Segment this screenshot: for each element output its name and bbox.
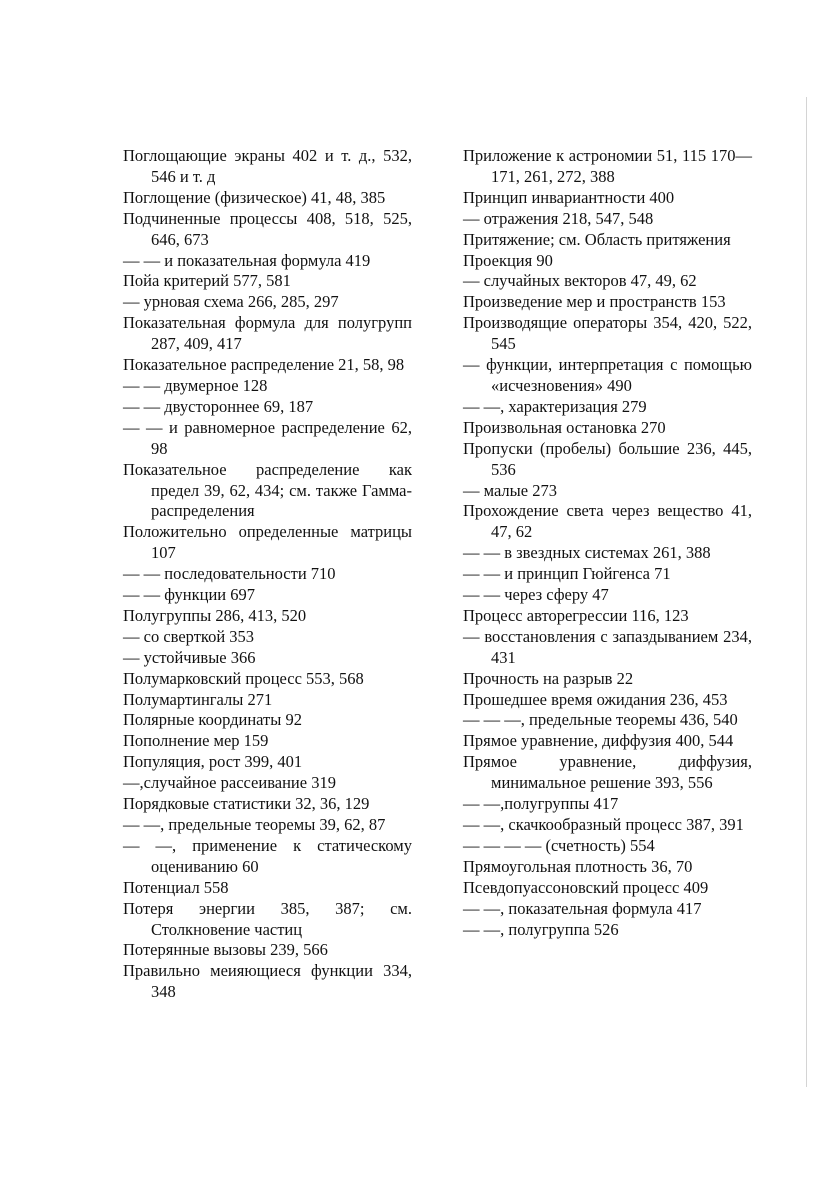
index-entry: Пополнение мер 159 xyxy=(123,731,269,751)
index-entry: Принцип инвариантности 400 xyxy=(463,187,675,207)
index-entry: Пропуски (пробелы) большие 236, 445, 536 xyxy=(463,438,752,479)
index-entry: — —, характеризация 279 xyxy=(463,396,647,416)
index-entry: — отражения 218, 547, 548 xyxy=(463,208,654,228)
index-entry: Прошедшее время ожидания 236, 453 xyxy=(463,689,728,709)
index-entry: — — и принцип Гюйгенса 71 xyxy=(463,564,671,584)
index-entry: Прочность на разрыв 22 xyxy=(463,668,634,688)
index-entry: Произведение мер и пространств 153 xyxy=(463,292,726,312)
index-entry: Потенциал 558 xyxy=(123,877,229,897)
index-entry: — восстановления с запаздыванием 234, 431 xyxy=(463,626,752,667)
index-entry: Правильно меияющиеся функции 334, 348 xyxy=(123,961,412,1002)
index-entry: — — — — (счетность) 554 xyxy=(463,835,655,855)
index-entry: Порядковые статистики 32, 36, 129 xyxy=(123,794,370,814)
index-entry: Полярные координаты 92 xyxy=(123,710,302,730)
index-entry: Показательное распределение как предел 39, 62, 434; см. также Гамма-распределения xyxy=(123,459,412,521)
index-entry: Прямоугольная плотность 36, 70 xyxy=(463,856,693,876)
index-entry: Прямое уравнение, диффузия 400, 544 xyxy=(463,731,734,751)
index-entry: — урновая схема 266, 285, 297 xyxy=(123,292,339,312)
index-entry: Проекция 90 xyxy=(463,250,553,270)
index-entry: Популяция, рост 399, 401 xyxy=(123,752,303,772)
index-entry: — —, применение к статическому оцениванию 60 xyxy=(123,835,412,876)
index-entry: Потеря энергии 385, 387; см. Столкновение частиц xyxy=(123,898,412,939)
index-entry: Пойа критерий 577, 581 xyxy=(123,271,291,291)
index-entry: Показательное распределение 21, 58, 98 xyxy=(123,355,405,375)
index-entry: Поглощающие экраны 402 и т. д., 532, 546 и т. д xyxy=(123,146,412,186)
index-entry: — со сверткой 353 xyxy=(123,626,255,646)
index-column-left xyxy=(123,146,412,1003)
index-entry: — — в звездных системах 261, 388 xyxy=(463,543,711,563)
index-entry: — —, скачкообразный процесс 387, 391 xyxy=(463,815,744,834)
index-entry: — — функции 697 xyxy=(123,585,255,605)
index-entry: — —, показательная формула 417 xyxy=(463,898,702,918)
index-entry: Приложение к астрономии 51, 115 170—171, 261, 272, 388 xyxy=(463,146,752,186)
index-entry: — — двустороннее 69, 187 xyxy=(123,396,314,416)
index-entry: Подчиненные процессы 408, 518, 525, 646, 673 xyxy=(123,208,412,249)
index-column-right xyxy=(463,146,752,940)
index-entry: Псевдопуассоновский процесс 409 xyxy=(463,877,709,897)
index-entry: Положительно определенные матрицы 107 xyxy=(123,522,412,563)
index-entry: Поглощение (физическое) 41, 48, 385 xyxy=(123,187,386,207)
index-entry: — — двумерное 128 xyxy=(123,375,268,395)
index-entry: — функции, интерпретация с помощью «исчезновения» 490 xyxy=(463,355,752,395)
index-entry: Полугруппы 286, 413, 520 xyxy=(123,605,307,625)
page-edge-line xyxy=(806,97,807,1087)
index-entry: Притяжение; см. Область притяжения xyxy=(463,229,731,249)
index-entry: Производящие операторы 354, 420, 522, 545 xyxy=(463,313,752,354)
index-entry: — случайных векторов 47, 49, 62 xyxy=(463,271,697,291)
index-entry: — — —, предельные теоремы 436, 540 xyxy=(463,710,738,730)
index-entry: — — через сферу 47 xyxy=(463,585,609,605)
index-entry: Полумарковский процесс 553, 568 xyxy=(123,668,364,688)
index-entry: — — и равномерное распределение 62, 98 xyxy=(123,417,412,458)
index-entry: — устойчивые 366 xyxy=(123,647,256,667)
index-entry: — —, полугруппа 526 xyxy=(463,919,619,939)
index-entry: — — последовательности 710 xyxy=(123,564,336,584)
index-entry: — малые 273 xyxy=(463,480,557,500)
index-entry: Прямое уравнение, диффузия, минимальное решение 393, 556 xyxy=(463,752,752,793)
index-entry: Показательная формула для полугрупп 287, 409, 417 xyxy=(123,313,412,354)
index-entry: Полумартингалы 271 xyxy=(123,689,273,709)
index-entry: Прохождение света через вещество 41, 47, 62 xyxy=(463,501,752,542)
index-entry: Процесс авторегрессии 116, 123 xyxy=(463,605,689,625)
index-entry: —,случайное рассеивание 319 xyxy=(123,773,336,793)
index-entry: Произвольная остановка 270 xyxy=(463,417,666,437)
index-entry: — —,полугруппы 417 xyxy=(463,794,619,814)
index-entry: — —, предельные теоремы 39, 62, 87 xyxy=(123,815,386,834)
index-entry: — — и показательная формула 419 xyxy=(123,250,371,270)
index-entry: Потерянные вызовы 239, 566 xyxy=(123,940,328,960)
